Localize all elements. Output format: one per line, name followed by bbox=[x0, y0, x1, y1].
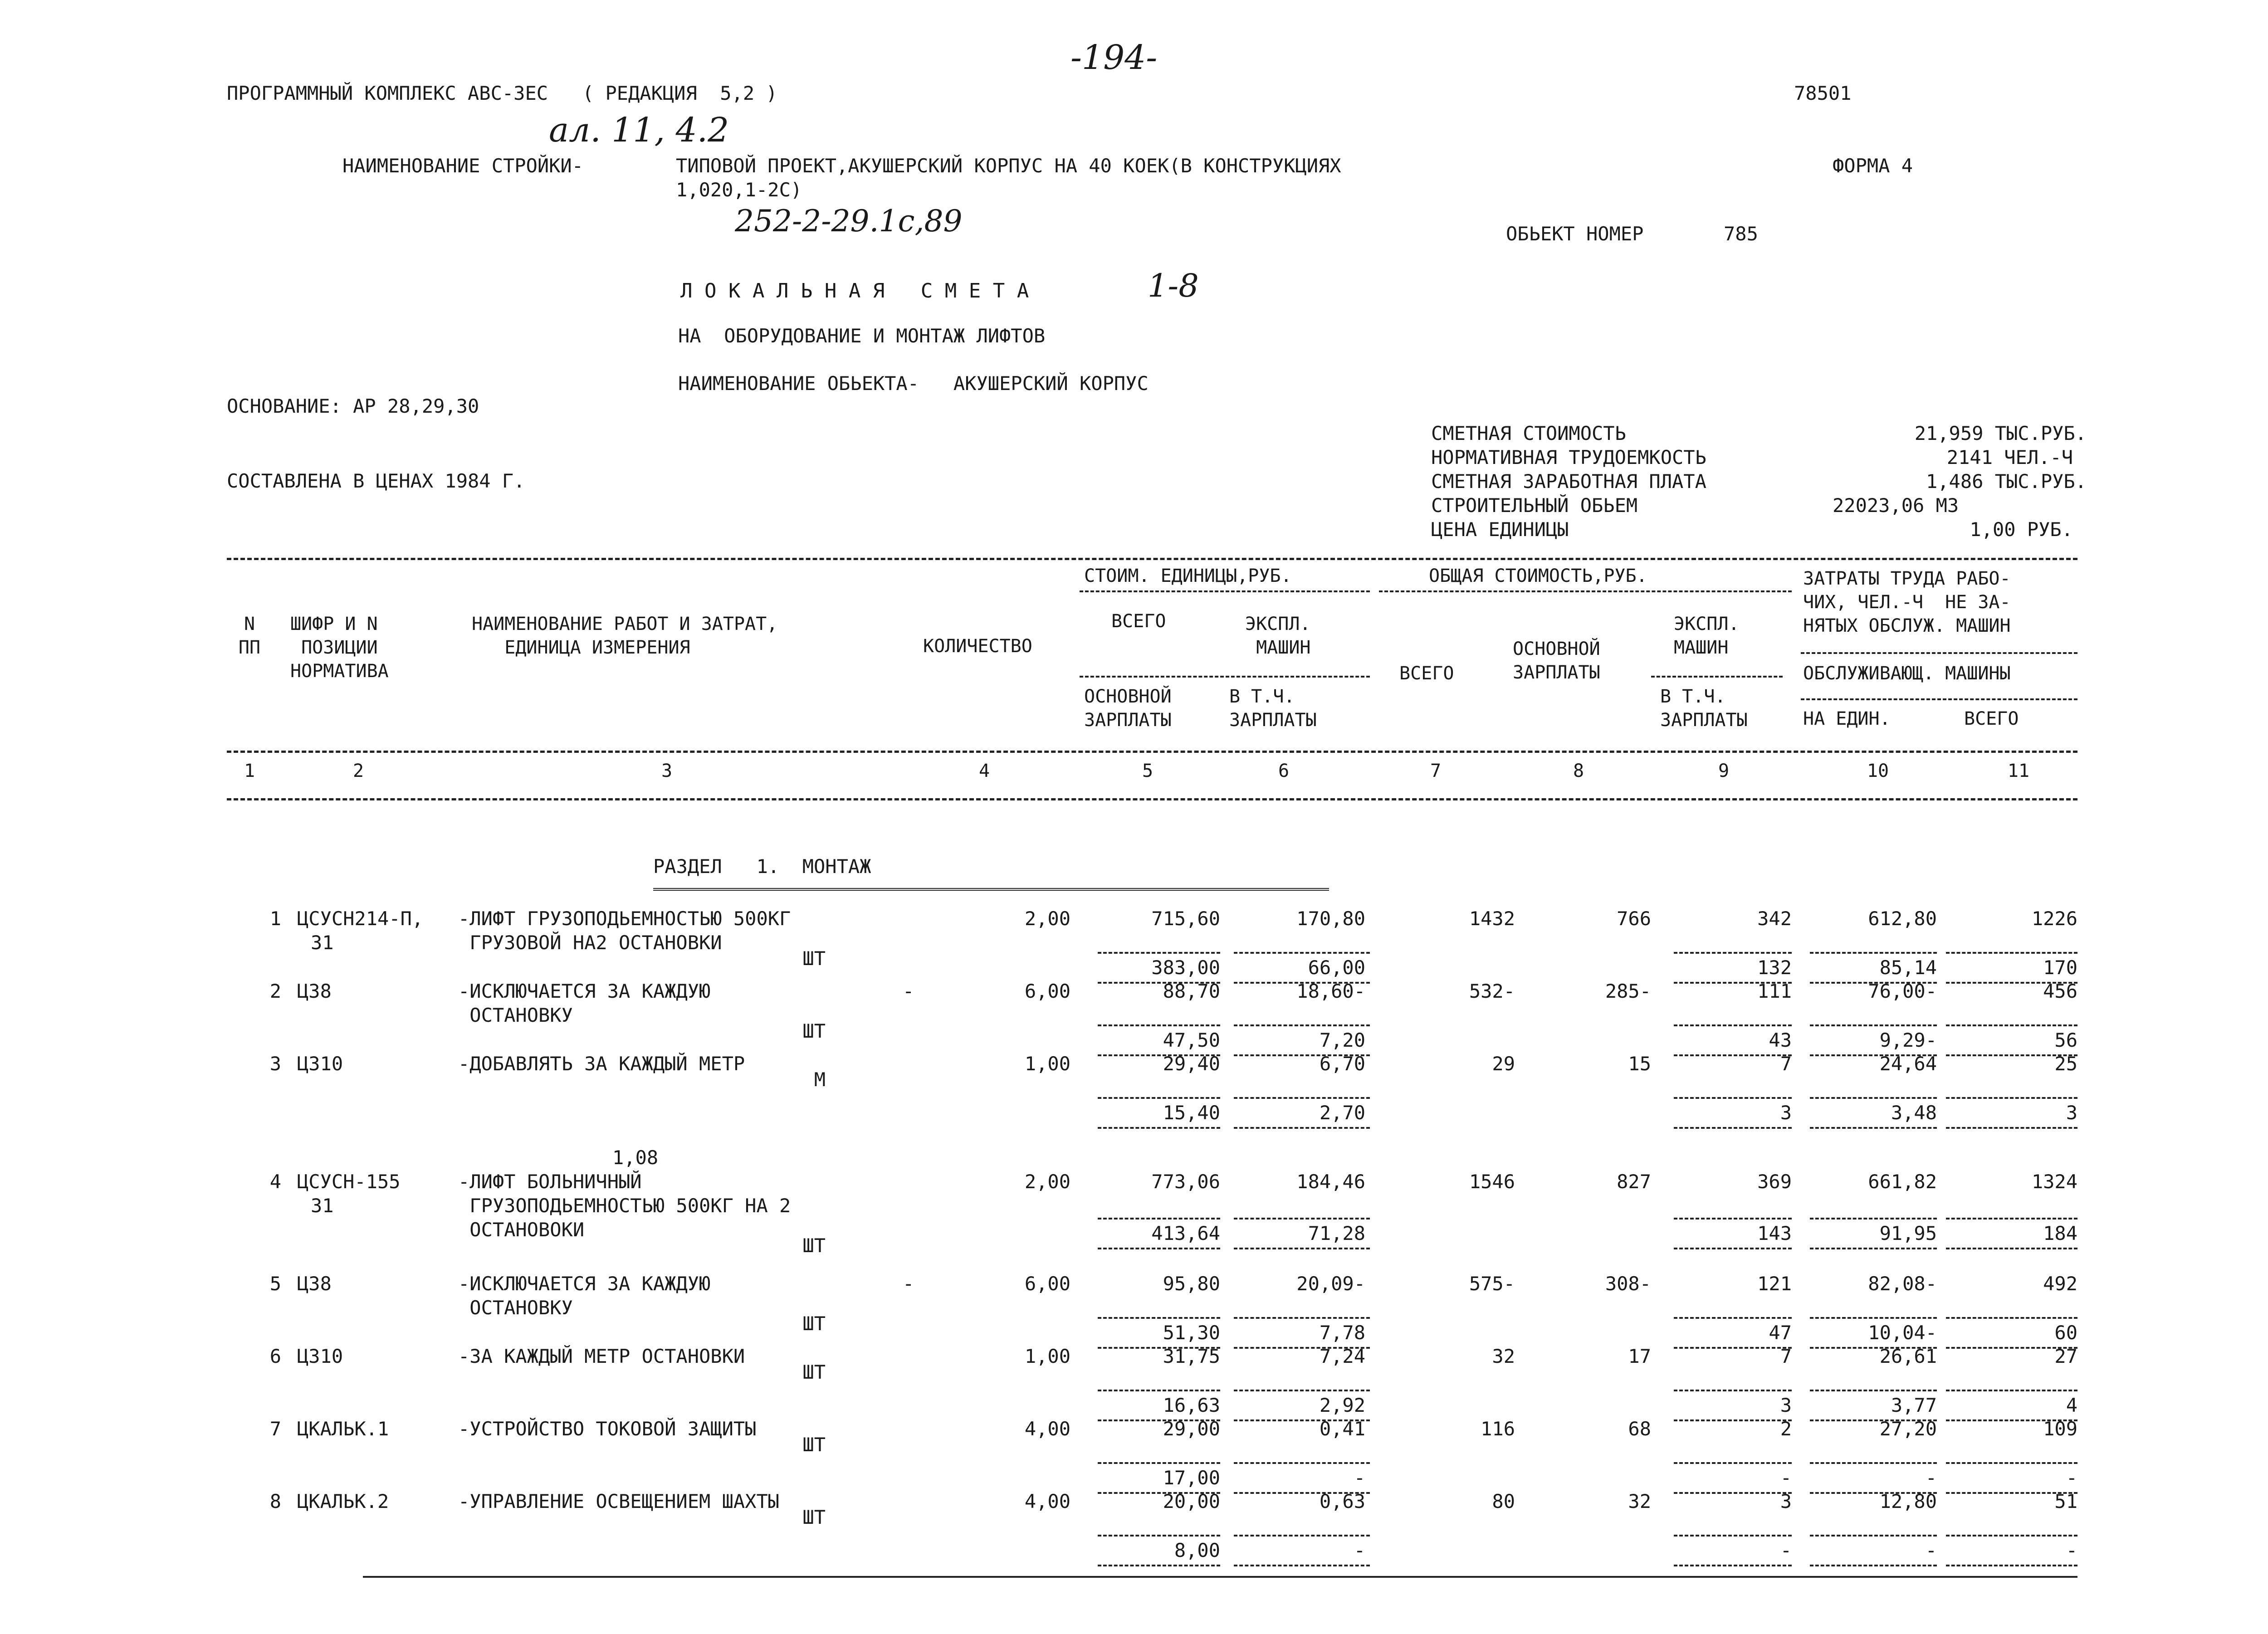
cell-underline bbox=[1098, 1127, 1220, 1129]
cell-underline bbox=[1674, 1462, 1792, 1464]
row-total-machine-wage: 132 bbox=[1757, 956, 1792, 979]
col-number: 6 bbox=[1278, 761, 1290, 781]
row-total-machines: 342 bbox=[1757, 907, 1792, 930]
row-labor-service-unit: - bbox=[1925, 1539, 1937, 1561]
row-labor-unit: 24,64 bbox=[1879, 1053, 1937, 1075]
cell-underline bbox=[1810, 1390, 1937, 1391]
header-total-incl-wage: В Т.Ч. ЗАРПЛАТЫ bbox=[1660, 686, 1748, 731]
row-labor-unit: 82,08- bbox=[1868, 1273, 1937, 1295]
row-number: 8 bbox=[269, 1490, 281, 1512]
row-quantity: 1,00 bbox=[1024, 1053, 1070, 1075]
row-name-line: -ИСКЛЮЧАЕТСЯ ЗА КАЖДУЮ bbox=[458, 1273, 711, 1295]
col-number: 4 bbox=[978, 761, 990, 781]
row-name-line: ГРУЗОПОДЬЕМНОСТЬЮ 500КГ НА 2 bbox=[458, 1195, 791, 1217]
row-unit-total: 95,80 bbox=[1163, 1273, 1220, 1295]
col-number: 10 bbox=[1867, 761, 1889, 781]
row-labor-service-unit: - bbox=[1925, 1467, 1937, 1489]
row-unit-machines: 0,41 bbox=[1319, 1418, 1365, 1440]
cell-underline bbox=[1098, 1462, 1220, 1464]
col-number: 11 bbox=[2007, 761, 2030, 781]
cell-underline bbox=[1674, 1248, 1792, 1249]
cell-underline bbox=[1946, 1248, 2077, 1249]
row-labor-total: 27 bbox=[2054, 1345, 2077, 1367]
cell-underline bbox=[1234, 1317, 1370, 1319]
row-unit-machine-wage: 66,00 bbox=[1308, 956, 1365, 979]
row-unit-base-wage: 16,63 bbox=[1163, 1394, 1220, 1416]
row-code: Ц310 bbox=[297, 1345, 343, 1367]
header-rule-bottom bbox=[227, 798, 2077, 800]
row-code: ЦСУСН214-П, bbox=[297, 907, 424, 930]
program-code: 78501 bbox=[1794, 82, 1852, 104]
row-sign: - bbox=[903, 980, 914, 1002]
row-labor-total: 51 bbox=[2054, 1490, 2077, 1512]
table-rule-end bbox=[363, 1576, 2077, 1578]
row-number: 2 bbox=[269, 980, 281, 1002]
section-underline bbox=[653, 888, 1329, 891]
cell-underline bbox=[1234, 1248, 1370, 1249]
row-labor-service-total: 56 bbox=[2054, 1029, 2077, 1051]
row-labor-service-unit: 3,77 bbox=[1891, 1394, 1937, 1416]
cell-underline bbox=[1674, 1097, 1792, 1099]
summary-label: ЦЕНА ЕДИНИЦЫ bbox=[1431, 518, 1569, 541]
row-unit-total: 29,40 bbox=[1163, 1053, 1220, 1075]
estimate-title: Л О К А Л Ь Н А Я С М Е Т А bbox=[680, 279, 1029, 302]
row-total: 1546 bbox=[1469, 1171, 1515, 1193]
cell-underline bbox=[1674, 1535, 1792, 1536]
row-unit-machines: 170,80 bbox=[1296, 907, 1365, 930]
cell-underline bbox=[1234, 1565, 1370, 1566]
row-quantity: 2,00 bbox=[1024, 907, 1070, 930]
row-total-wage: 308- bbox=[1605, 1273, 1651, 1295]
row-unit: ШТ bbox=[802, 1361, 826, 1383]
row-unit: М bbox=[814, 1068, 826, 1091]
row-unit-machines: 6,70 bbox=[1319, 1053, 1365, 1075]
page-number: -194- bbox=[1070, 38, 1158, 77]
header-subrule bbox=[1801, 652, 2077, 654]
col-number: 3 bbox=[661, 761, 673, 781]
section-title: РАЗДЕЛ 1. МОНТАЖ bbox=[653, 855, 871, 878]
row-name-line: -УПРАВЛЕНИЕ ОСВЕЩЕНИЕМ ШАХТЫ bbox=[458, 1490, 780, 1512]
row-labor-service-total: 60 bbox=[2054, 1322, 2077, 1344]
cell-underline bbox=[1234, 1218, 1370, 1219]
row-unit-base-wage: 413,64 bbox=[1151, 1222, 1220, 1244]
row-unit-base-wage: 51,30 bbox=[1163, 1322, 1220, 1344]
row-labor-service-total: 3 bbox=[2066, 1102, 2077, 1124]
prices-line: СОСТАВЛЕНА В ЦЕНАХ 1984 Г. bbox=[227, 470, 525, 492]
cell-underline bbox=[1234, 1390, 1370, 1391]
row-name-line: -УСТРОЙСТВО ТОКОВОЙ ЗАЩИТЫ bbox=[458, 1418, 757, 1440]
row-unit-machine-wage: 7,20 bbox=[1319, 1029, 1365, 1051]
header-subrule bbox=[1801, 698, 2077, 700]
row-unit-total: 773,06 bbox=[1151, 1171, 1220, 1193]
row-unit-machine-wage: - bbox=[1354, 1467, 1365, 1489]
header-unit-base-wage: ОСНОВНОЙ ЗАРПЛАТЫ bbox=[1084, 686, 1172, 731]
cell-underline bbox=[1674, 1127, 1792, 1129]
row-labor-service-unit: 9,29- bbox=[1879, 1029, 1937, 1051]
row-unit: ШТ bbox=[802, 1312, 826, 1335]
row-unit: ШТ bbox=[802, 947, 826, 970]
row-quantity: 4,00 bbox=[1024, 1490, 1070, 1512]
row-name-line: ОСТАНОВКУ bbox=[458, 1297, 573, 1319]
row-unit-machine-wage: 71,28 bbox=[1308, 1222, 1365, 1244]
row-unit: ШТ bbox=[802, 1020, 826, 1042]
row-total: 32 bbox=[1492, 1345, 1515, 1367]
object-number-label: ОБЬЕКТ НОМЕР bbox=[1506, 223, 1644, 245]
row-unit: ШТ bbox=[802, 1434, 826, 1456]
cell-underline bbox=[1234, 1462, 1370, 1464]
summary-value: 22023,06 М3 bbox=[1833, 494, 1959, 517]
header-subrule bbox=[1080, 590, 1370, 592]
row-unit-machine-wage: 2,92 bbox=[1319, 1394, 1365, 1416]
row-total: 575- bbox=[1469, 1273, 1515, 1295]
cell-underline bbox=[1098, 1218, 1220, 1219]
row-total-machine-wage: 43 bbox=[1769, 1029, 1792, 1051]
col-number: 7 bbox=[1430, 761, 1442, 781]
row-total: 29 bbox=[1492, 1053, 1515, 1075]
header-unit-incl-wage: В Т.Ч. ЗАРПЛАТЫ bbox=[1229, 686, 1317, 731]
row-unit-base-wage: 383,00 bbox=[1151, 956, 1220, 979]
header-labor-total: ВСЕГО bbox=[1964, 708, 2019, 729]
summary-label: НОРМАТИВНАЯ ТРУДОЕМКОСТЬ bbox=[1431, 446, 1706, 468]
row-name-line: -ЗА КАЖДЫЙ МЕТР ОСТАНОВКИ bbox=[458, 1345, 745, 1367]
row-name-line: -ДОБАВЛЯТЬ ЗА КАЖДЫЙ МЕТР bbox=[458, 1053, 745, 1075]
row-total-machines: 7 bbox=[1780, 1053, 1792, 1075]
row-unit-machines: 20,09- bbox=[1296, 1273, 1365, 1295]
row-unit-total: 20,00 bbox=[1163, 1490, 1220, 1512]
col-number: 5 bbox=[1142, 761, 1154, 781]
row-code: ЦКАЛЬК.1 bbox=[297, 1418, 389, 1440]
row-number: 4 bbox=[269, 1171, 281, 1193]
cell-underline bbox=[1946, 1462, 2077, 1464]
row-number: 7 bbox=[269, 1418, 281, 1440]
row-quantity: 2,00 bbox=[1024, 1171, 1070, 1193]
row-total: 532- bbox=[1469, 980, 1515, 1002]
estimate-number: 1-8 bbox=[1148, 267, 1199, 304]
cell-underline bbox=[1234, 952, 1370, 954]
object-name-line: НАИМЕНОВАНИЕ ОБЬЕКТА- АКУШЕРСКИЙ КОРПУС bbox=[678, 372, 1149, 395]
row-total-machines: 121 bbox=[1757, 1273, 1792, 1295]
header-unit-machines: ЭКСПЛ. МАШИН bbox=[1245, 614, 1311, 658]
row-total-machines: 369 bbox=[1757, 1171, 1792, 1193]
cell-underline bbox=[1674, 1024, 1792, 1026]
row-name-line: -ЛИФТ ГРУЗОПОДЬЕМНОСТЬЮ 500КГ bbox=[458, 907, 791, 930]
row-unit-base-wage: 17,00 bbox=[1163, 1467, 1220, 1489]
cell-underline bbox=[1234, 1535, 1370, 1536]
header-total-cost-group: ОБЩАЯ СТОИМОСТЬ,РУБ. bbox=[1429, 566, 1647, 586]
col-number: 2 bbox=[352, 761, 364, 781]
row-coefficient: 1,08 bbox=[612, 1146, 659, 1169]
row-name-line: ОСТАНОВОКИ bbox=[458, 1219, 585, 1241]
header-unit-cost-group: СТОИМ. ЕДИНИЦЫ,РУБ. bbox=[1084, 566, 1292, 586]
estimate-subject: НА ОБОРУДОВАНИЕ И МОНТАЖ ЛИФТОВ bbox=[678, 325, 1046, 347]
row-labor-unit: 26,61 bbox=[1879, 1345, 1937, 1367]
row-name-line: ОСТАНОВКУ bbox=[458, 1004, 573, 1026]
row-name-line: -ЛИФТ БОЛЬНИЧНЫЙ bbox=[458, 1171, 642, 1193]
cell-underline bbox=[1810, 1097, 1937, 1099]
cell-underline bbox=[1946, 1218, 2077, 1219]
row-total-machine-wage: 47 bbox=[1769, 1322, 1792, 1344]
row-total-machine-wage: - bbox=[1780, 1467, 1792, 1489]
row-total-machines: 3 bbox=[1780, 1490, 1792, 1512]
header-rule-mid bbox=[227, 751, 2077, 753]
row-labor-total: 25 bbox=[2054, 1053, 2077, 1075]
row-labor-service-total: - bbox=[2066, 1539, 2077, 1561]
row-total-wage: 17 bbox=[1628, 1345, 1651, 1367]
row-unit-total: 715,60 bbox=[1151, 907, 1220, 930]
row-labor-service-total: 184 bbox=[2043, 1222, 2077, 1244]
row-labor-unit: 612,80 bbox=[1868, 907, 1937, 930]
row-quantity: 6,00 bbox=[1024, 980, 1070, 1002]
row-labor-unit: 76,00- bbox=[1868, 980, 1937, 1002]
cell-underline bbox=[1810, 1565, 1937, 1566]
construction-name-line1: ТИПОВОЙ ПРОЕКТ,АКУШЕРСКИЙ КОРПУС НА 40 КОЕК(В КОНСТРУКЦИЯХ bbox=[676, 155, 1341, 177]
summary-label: СТРОИТЕЛЬНЫЙ ОБЬЕМ bbox=[1431, 494, 1638, 517]
header-total-all: ВСЕГО bbox=[1399, 663, 1454, 684]
header-unit-total: ВСЕГО bbox=[1111, 611, 1166, 632]
row-labor-total: 456 bbox=[2043, 980, 2077, 1002]
cell-underline bbox=[1098, 1390, 1220, 1391]
summary-value: 2141 ЧЕЛ.-Ч bbox=[1946, 446, 2073, 468]
header-col-1: N ПП bbox=[238, 614, 261, 658]
row-total: 1432 bbox=[1469, 907, 1515, 930]
row-total-machines: 7 bbox=[1780, 1345, 1792, 1367]
cell-underline bbox=[1810, 1218, 1937, 1219]
row-labor-service-unit: 10,04- bbox=[1868, 1322, 1937, 1344]
header-col-3: НАИМЕНОВАНИЕ РАБОТ И ЗАТРАТ, ЕДИНИЦА ИЗМЕРЕНИЯ bbox=[472, 614, 778, 658]
header-labor-service: ОБСЛУЖИВАЮЩ. МАШИНЫ bbox=[1803, 663, 2011, 684]
row-labor-service-unit: 3,48 bbox=[1891, 1102, 1937, 1124]
cell-underline bbox=[1098, 1535, 1220, 1536]
row-total-machine-wage: 3 bbox=[1780, 1394, 1792, 1416]
row-total: 80 bbox=[1492, 1490, 1515, 1512]
row-number: 1 bbox=[269, 907, 281, 930]
row-labor-total: 1324 bbox=[2031, 1171, 2077, 1193]
object-number: 785 bbox=[1724, 223, 1758, 245]
cell-underline bbox=[1234, 1097, 1370, 1099]
row-labor-total: 1226 bbox=[2031, 907, 2077, 930]
row-code: Ц310 bbox=[297, 1053, 343, 1075]
cell-underline bbox=[1810, 1127, 1937, 1129]
row-labor-service-total: 170 bbox=[2043, 956, 2077, 979]
cell-underline bbox=[1810, 1024, 1937, 1026]
row-labor-unit: 27,20 bbox=[1879, 1418, 1937, 1440]
cell-underline bbox=[1810, 952, 1937, 954]
row-unit-machine-wage: 7,78 bbox=[1319, 1322, 1365, 1344]
row-labor-service-total: 4 bbox=[2066, 1394, 2077, 1416]
row-unit-machine-wage: - bbox=[1354, 1539, 1365, 1561]
row-unit-base-wage: 8,00 bbox=[1174, 1539, 1220, 1561]
row-number: 5 bbox=[269, 1273, 281, 1295]
row-quantity: 6,00 bbox=[1024, 1273, 1070, 1295]
cell-underline bbox=[1674, 1317, 1792, 1319]
row-labor-unit: 661,82 bbox=[1868, 1171, 1937, 1193]
col-number: 8 bbox=[1573, 761, 1584, 781]
form-label: ФОРМА 4 bbox=[1833, 155, 1913, 177]
summary-value: 1,486 ТЫС.РУБ. bbox=[1926, 470, 2087, 493]
program-line: ПРОГРАММНЫЙ КОМПЛЕКС АВС-3ЕС ( РЕДАКЦИЯ 5,2 ) bbox=[227, 82, 777, 104]
row-labor-total: 492 bbox=[2043, 1273, 2077, 1295]
cell-underline bbox=[1810, 1317, 1937, 1319]
cell-underline bbox=[1234, 1024, 1370, 1026]
cell-underline bbox=[1098, 1097, 1220, 1099]
cell-underline bbox=[1674, 1218, 1792, 1219]
cell-underline bbox=[1810, 1248, 1937, 1249]
row-labor-service-unit: 85,14 bbox=[1879, 956, 1937, 979]
summary-label: СМЕТНАЯ ЗАРАБОТНАЯ ПЛАТА bbox=[1431, 470, 1706, 493]
header-subrule bbox=[1080, 676, 1370, 678]
album-note: ал. 11, 4.2 bbox=[549, 111, 729, 150]
row-quantity: 1,00 bbox=[1024, 1345, 1070, 1367]
cell-underline bbox=[1098, 1565, 1220, 1566]
cell-underline bbox=[1946, 1097, 2077, 1099]
row-unit-machines: 184,46 bbox=[1296, 1171, 1365, 1193]
header-subrule bbox=[1651, 676, 1783, 678]
cell-underline bbox=[1810, 1535, 1937, 1536]
header-total-machines: ЭКСПЛ. МАШИН bbox=[1674, 614, 1740, 658]
header-rule-top bbox=[227, 558, 2077, 560]
cell-underline bbox=[1234, 1127, 1370, 1129]
row-unit-base-wage: 47,50 bbox=[1163, 1029, 1220, 1051]
row-total-wage: 68 bbox=[1628, 1418, 1651, 1440]
row-labor-total: 109 bbox=[2043, 1418, 2077, 1440]
cell-underline bbox=[1098, 1248, 1220, 1249]
basis: ОСНОВАНИЕ: АР 28,29,30 bbox=[227, 395, 479, 417]
row-name-line: -ИСКЛЮЧАЕТСЯ ЗА КАЖДУЮ bbox=[458, 980, 711, 1002]
row-labor-unit: 12,80 bbox=[1879, 1490, 1937, 1512]
project-code: 252-2-29.1с,89 bbox=[735, 204, 963, 239]
cell-underline bbox=[1810, 1462, 1937, 1464]
row-total-machine-wage: 3 bbox=[1780, 1102, 1792, 1124]
summary-label: СМЕТНАЯ СТОИМОСТЬ bbox=[1431, 422, 1626, 444]
row-code: Ц38 bbox=[297, 1273, 332, 1295]
row-total: 116 bbox=[1481, 1418, 1515, 1440]
cell-underline bbox=[1674, 1565, 1792, 1566]
cell-underline bbox=[1098, 1317, 1220, 1319]
row-code: ЦСУСН-155 bbox=[297, 1171, 401, 1193]
row-total-machines: 2 bbox=[1780, 1418, 1792, 1440]
row-quantity: 4,00 bbox=[1024, 1418, 1070, 1440]
row-code: Ц38 bbox=[297, 980, 332, 1002]
row-unit-machine-wage: 2,70 bbox=[1319, 1102, 1365, 1124]
col-number: 1 bbox=[244, 761, 255, 781]
cell-underline bbox=[1674, 952, 1792, 954]
row-code-suffix: 31 bbox=[311, 1195, 334, 1217]
row-unit: ШТ bbox=[802, 1234, 826, 1257]
row-unit-total: 88,70 bbox=[1163, 980, 1220, 1002]
cell-underline bbox=[1946, 1317, 2077, 1319]
row-unit-total: 31,75 bbox=[1163, 1345, 1220, 1367]
cell-underline bbox=[1946, 1390, 2077, 1391]
row-labor-service-total: - bbox=[2066, 1467, 2077, 1489]
row-total-machine-wage: 143 bbox=[1757, 1222, 1792, 1244]
row-total-wage: 15 bbox=[1628, 1053, 1651, 1075]
header-col-4: КОЛИЧЕСТВО bbox=[923, 636, 1032, 657]
row-total-machines: 111 bbox=[1757, 980, 1792, 1002]
row-total-machine-wage: - bbox=[1780, 1539, 1792, 1561]
col-number: 9 bbox=[1718, 761, 1730, 781]
row-number: 6 bbox=[269, 1345, 281, 1367]
row-labor-service-unit: 91,95 bbox=[1879, 1222, 1937, 1244]
header-labor-group: ЗАТРАТЫ ТРУДА РАБО- ЧИХ, ЧЕЛ.-Ч НЕ ЗА- НЯТЫХ ОБСЛУЖ. МАШИН bbox=[1803, 568, 2011, 636]
header-total-base-wage: ОСНОВНОЙ ЗАРПЛАТЫ bbox=[1513, 639, 1600, 683]
cell-underline bbox=[1674, 1390, 1792, 1391]
row-unit: ШТ bbox=[802, 1506, 826, 1528]
row-total-wage: 827 bbox=[1617, 1171, 1651, 1193]
row-total-wage: 32 bbox=[1628, 1490, 1651, 1512]
cell-underline bbox=[1946, 1024, 2077, 1026]
construction-name-line2: 1,020,1-2С) bbox=[676, 179, 802, 201]
row-number: 3 bbox=[269, 1053, 281, 1075]
cell-underline bbox=[1946, 1127, 2077, 1129]
summary-value: 21,959 ТЫС.РУБ. bbox=[1914, 422, 2087, 444]
row-unit-machines: 7,24 bbox=[1319, 1345, 1365, 1367]
header-labor-per-unit: НА ЕДИН. bbox=[1803, 708, 1891, 729]
row-sign: - bbox=[903, 1273, 914, 1295]
row-code: ЦКАЛЬК.2 bbox=[297, 1490, 389, 1512]
row-unit-machines: 0,63 bbox=[1319, 1490, 1365, 1512]
row-name-line: ГРУЗОВОЙ НА2 ОСТАНОВКИ bbox=[458, 932, 722, 954]
cell-underline bbox=[1098, 1024, 1220, 1026]
row-total-wage: 766 bbox=[1617, 907, 1651, 930]
summary-value: 1,00 РУБ. bbox=[1970, 518, 2073, 541]
header-col-2: ШИФР И N ПОЗИЦИИ НОРМАТИВА bbox=[290, 614, 389, 682]
header-subrule bbox=[1379, 590, 1792, 592]
row-total-wage: 285- bbox=[1605, 980, 1651, 1002]
row-unit-machines: 18,60- bbox=[1296, 980, 1365, 1002]
cell-underline bbox=[1098, 952, 1220, 954]
cell-underline bbox=[1946, 952, 2077, 954]
row-unit-total: 29,00 bbox=[1163, 1418, 1220, 1440]
construction-label: НАИМЕНОВАНИЕ СТРОЙКИ- bbox=[342, 155, 584, 177]
cell-underline bbox=[1946, 1535, 2077, 1536]
row-code-suffix: 31 bbox=[311, 932, 334, 954]
row-unit-base-wage: 15,40 bbox=[1163, 1102, 1220, 1124]
cell-underline bbox=[1946, 1565, 2077, 1566]
